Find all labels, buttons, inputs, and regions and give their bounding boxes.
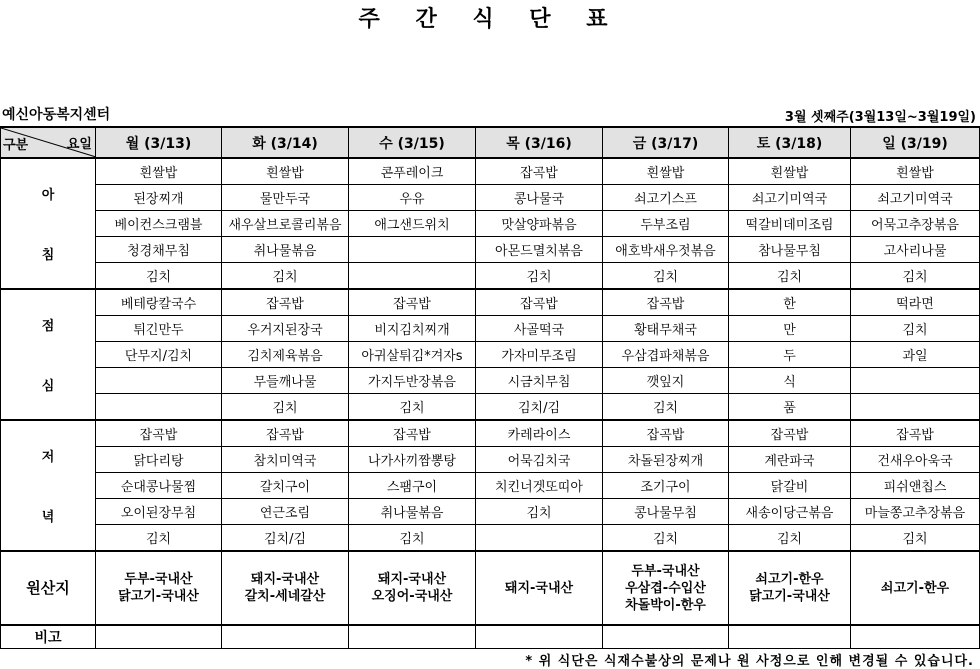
menu-row [1, 473, 980, 499]
menu-cell: 두 [729, 342, 851, 368]
menu-cell: 비지김치찌개 [349, 316, 476, 342]
menu-cell [349, 263, 476, 290]
menu-cell: 우삼겹파채볶음 [603, 342, 729, 368]
menu-row [1, 263, 980, 290]
note-row [1, 625, 980, 649]
menu-cell: 잡곡밥 [222, 289, 349, 316]
meal-label-top: 저 [41, 450, 55, 465]
gubun-label: 구분 [3, 138, 29, 153]
menu-cell: 물만두국 [222, 185, 349, 211]
origin-cell [349, 551, 476, 625]
day-header: 일 (3/19) [851, 127, 980, 158]
note-cell [603, 625, 729, 649]
menu-cell: 잡곡밥 [96, 420, 222, 447]
menu-row [1, 316, 980, 342]
menu-cell: 새우살브로콜리볶음 [222, 211, 349, 237]
menu-cell: 카레라이스 [476, 420, 603, 447]
meal-label [1, 289, 96, 420]
origin-line: 오징어-국내산 [371, 589, 453, 604]
origin-line: 돼지-국내산 [504, 580, 574, 596]
origin-cell [222, 551, 349, 625]
menu-cell: 김치 [729, 263, 851, 290]
menu-cell: 김치 [851, 525, 980, 552]
origin-line: 쇠고기-한우 [880, 580, 950, 596]
menu-cell: 과일 [851, 342, 980, 368]
menu-cell: 잡곡밥 [603, 420, 729, 447]
menu-cell: 잡곡밥 [729, 420, 851, 447]
origin-cell [603, 551, 729, 625]
menu-cell: 콩나물국 [476, 185, 603, 211]
menu-cell: 애호박새우젓볶음 [603, 237, 729, 263]
menu-cell: 시금치무침 [476, 368, 603, 394]
menu-row [1, 342, 980, 368]
menu-cell: 김치 [222, 394, 349, 421]
meal-label-bottom: 침 [41, 248, 55, 263]
origin-line: 닭고기-국내산 [749, 589, 830, 604]
menu-cell: 만 [729, 316, 851, 342]
menu-cell: 흰쌀밥 [729, 158, 851, 185]
menu-cell: 두부조림 [603, 211, 729, 237]
menu-cell: 김치제육볶음 [222, 342, 349, 368]
menu-cell: 오이된장무침 [96, 499, 222, 525]
menu-cell: 콘푸레이크 [349, 158, 476, 185]
menu-cell: 무들깨나물 [222, 368, 349, 394]
origin-line: 갈치-세네갈산 [244, 589, 326, 604]
origin-label: 원산지 [1, 551, 96, 625]
day-header: 수 (3/15) [349, 127, 476, 158]
menu-cell: 잡곡밥 [476, 289, 603, 316]
origin-line: 쇠고기-한우 [755, 572, 824, 587]
menu-cell: 건새우아욱국 [851, 447, 980, 473]
menu-cell: 된장찌개 [96, 185, 222, 211]
menu-cell: 스팸구이 [349, 473, 476, 499]
header-row [1, 127, 980, 158]
day-header: 금 (3/17) [603, 127, 729, 158]
origin-line: 우삼겹-수입산 [625, 580, 706, 596]
origin-line: 돼지-국내산 [377, 572, 447, 587]
origin-cell [476, 551, 603, 625]
menu-cell: 김치 [729, 525, 851, 552]
menu-row [1, 525, 980, 552]
menu-cell: 콩나물무침 [603, 499, 729, 525]
menu-cell: 김치 [603, 525, 729, 552]
menu-cell: 참나물무침 [729, 237, 851, 263]
menu-cell: 애그샌드위치 [349, 211, 476, 237]
meal-body [1, 158, 980, 649]
note-label: 비고 [1, 625, 96, 649]
menu-cell: 조기구이 [603, 473, 729, 499]
menu-cell: 김치 [349, 525, 476, 552]
menu-cell: 청경채무침 [96, 237, 222, 263]
menu-cell: 새송이당근볶음 [729, 499, 851, 525]
day-header: 화 (3/14) [222, 127, 349, 158]
menu-row [1, 289, 980, 316]
menu-cell: 고사리나물 [851, 237, 980, 263]
menu-cell: 맛살양파볶음 [476, 211, 603, 237]
origin-line: 차돌박이-한우 [625, 597, 706, 613]
center-name: 예신아동복지센터 [2, 107, 111, 123]
menu-cell: 취나물볶음 [349, 499, 476, 525]
menu-cell: 김치/김 [222, 525, 349, 552]
gubun-header-cell [1, 127, 96, 158]
menu-cell: 김치 [476, 499, 603, 525]
menu-cell: 쇠고기스프 [603, 185, 729, 211]
day-header: 월 (3/13) [96, 127, 222, 158]
note-cell [349, 625, 476, 649]
menu-cell: 우거지된장국 [222, 316, 349, 342]
menu-cell: 어묵고추장볶음 [851, 211, 980, 237]
page-title: 주 간 식 단 표 [358, 7, 622, 32]
menu-cell: 어묵김치국 [476, 447, 603, 473]
menu-cell: 아몬드멸치볶음 [476, 237, 603, 263]
menu-cell [96, 394, 222, 421]
menu-cell: 단무지/김치 [96, 342, 222, 368]
menu-cell: 김치 [476, 263, 603, 290]
menu-cell: 김치 [603, 263, 729, 290]
footnote: * 위 식단은 식재수불상의 문제나 원 사정으로 인해 변경될 수 있습니다. [525, 654, 974, 669]
menu-cell: 가지두반장볶음 [349, 368, 476, 394]
origin-line: 닭고기-국내산 [118, 589, 199, 604]
origin-line: 두부-국내산 [124, 572, 193, 587]
day-header: 토 (3/18) [729, 127, 851, 158]
menu-cell: 김치 [96, 525, 222, 552]
note-cell [851, 625, 980, 649]
menu-cell: 흰쌀밥 [96, 158, 222, 185]
menu-cell: 순대콩나물찜 [96, 473, 222, 499]
menu-cell: 흰쌀밥 [603, 158, 729, 185]
menu-cell: 잡곡밥 [476, 158, 603, 185]
menu-cell: 김치 [222, 263, 349, 290]
origin-line: 두부-국내산 [631, 563, 700, 579]
menu-cell: 계란파국 [729, 447, 851, 473]
menu-cell: 닭갈비 [729, 473, 851, 499]
menu-cell [349, 237, 476, 263]
menu-row [1, 158, 980, 185]
menu-cell: 김치 [851, 316, 980, 342]
menu-cell: 깻잎지 [603, 368, 729, 394]
menu-cell [476, 525, 603, 552]
meal-label-bottom: 녁 [41, 510, 55, 525]
origin-cell [96, 551, 222, 625]
menu-cell: 한 [729, 289, 851, 316]
menu-cell: 잡곡밥 [603, 289, 729, 316]
menu-cell: 나가사끼짬뽕탕 [349, 447, 476, 473]
day-header: 목 (3/16) [476, 127, 603, 158]
menu-cell [851, 368, 980, 394]
menu-cell: 갈치구이 [222, 473, 349, 499]
menu-row [1, 499, 980, 525]
menu-cell: 쇠고기미역국 [851, 185, 980, 211]
menu-cell: 김치 [96, 263, 222, 290]
menu-cell: 품 [729, 394, 851, 421]
menu-cell: 황태무채국 [603, 316, 729, 342]
origin-line: 돼지-국내산 [250, 572, 320, 587]
yoil-label: 요일 [66, 137, 92, 152]
menu-cell: 치킨너겟또띠아 [476, 473, 603, 499]
meal-label-top: 아 [41, 188, 55, 203]
menu-cell: 쇠고기미역국 [729, 185, 851, 211]
meal-label [1, 420, 96, 551]
menu-cell [96, 368, 222, 394]
note-cell [476, 625, 603, 649]
menu-cell [851, 394, 980, 421]
menu-cell: 닭다리탕 [96, 447, 222, 473]
menu-cell: 흰쌀밥 [851, 158, 980, 185]
menu-table [0, 126, 980, 649]
note-cell [96, 625, 222, 649]
note-cell [222, 625, 349, 649]
menu-cell: 피쉬앤칩스 [851, 473, 980, 499]
meal-label-bottom: 심 [41, 379, 55, 394]
menu-row [1, 447, 980, 473]
week-label: 3월 셋째주(3월13일~3월19일) [784, 110, 976, 125]
menu-cell: 사골떡국 [476, 316, 603, 342]
menu-cell: 베테랑칼국수 [96, 289, 222, 316]
menu-cell: 차돌된장찌개 [603, 447, 729, 473]
menu-cell: 김치 [603, 394, 729, 421]
menu-cell: 취나물볶음 [222, 237, 349, 263]
origin-row [1, 551, 980, 625]
menu-cell: 잡곡밥 [222, 420, 349, 447]
menu-row [1, 211, 980, 237]
menu-cell: 떡갈비데미조림 [729, 211, 851, 237]
menu-row [1, 368, 980, 394]
menu-cell: 김치/김 [476, 394, 603, 421]
menu-cell: 참치미역국 [222, 447, 349, 473]
menu-row [1, 394, 980, 421]
menu-cell: 김치 [349, 394, 476, 421]
menu-cell: 우유 [349, 185, 476, 211]
menu-cell: 아귀살튀김*겨자s [349, 342, 476, 368]
note-cell [729, 625, 851, 649]
menu-row [1, 237, 980, 263]
menu-cell: 잡곡밥 [349, 420, 476, 447]
menu-cell: 마늘쫑고추장볶음 [851, 499, 980, 525]
menu-cell: 베이컨스크램블 [96, 211, 222, 237]
menu-row [1, 420, 980, 447]
meal-label [1, 158, 96, 289]
meal-label-top: 점 [41, 319, 55, 334]
menu-cell: 잡곡밥 [851, 420, 980, 447]
menu-cell: 식 [729, 368, 851, 394]
menu-cell: 흰쌀밥 [222, 158, 349, 185]
menu-cell: 떡라면 [851, 289, 980, 316]
menu-cell: 김치 [851, 263, 980, 290]
menu-cell: 가자미무조림 [476, 342, 603, 368]
menu-cell: 연근조림 [222, 499, 349, 525]
origin-cell [729, 551, 851, 625]
menu-cell: 잡곡밥 [349, 289, 476, 316]
menu-row [1, 185, 980, 211]
menu-cell: 튀긴만두 [96, 316, 222, 342]
origin-cell [851, 551, 980, 625]
